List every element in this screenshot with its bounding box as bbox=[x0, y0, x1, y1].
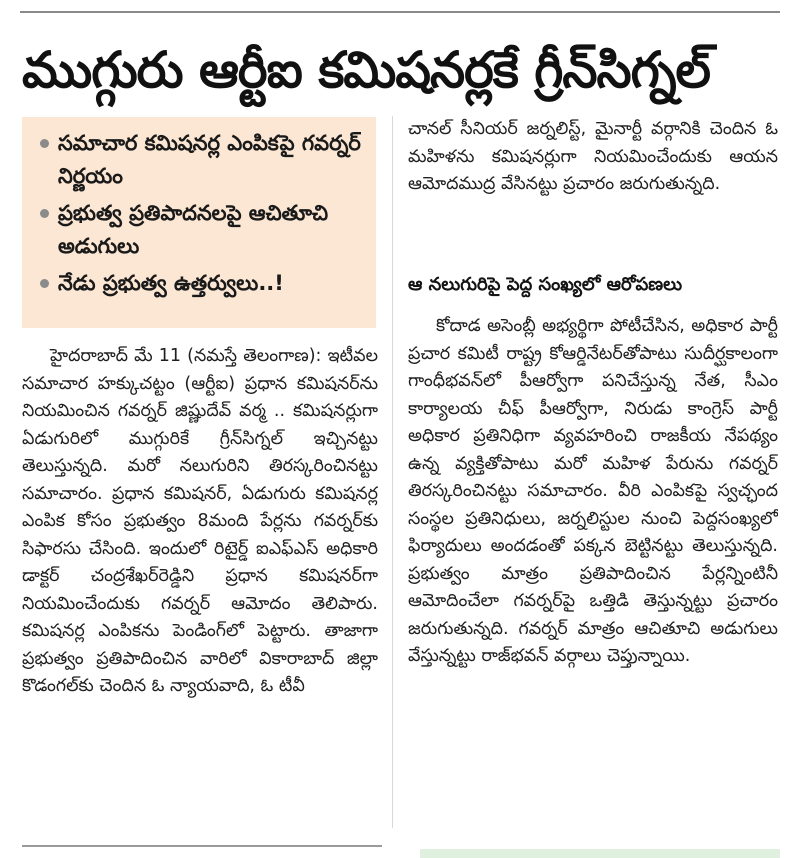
column-divider bbox=[392, 116, 393, 828]
body-paragraph: చానల్‌ సీనియర్‌ జర్నలిస్ట్‌, మైనార్టీ వర్గానికి చెందిన ఓ మహిళను కమిషనర్లుగా నియమించేందుకు ఆయన ఆమోదముద్ర వేసినట్టు ప్రచారం జరుగుతున్నది. bbox=[408, 119, 778, 194]
headline: ముగ్గురు ఆర్టీఐ కమిషనర్లకే గ్రీన్‌సిగ్నల్‌ bbox=[22, 41, 710, 99]
highlight-item bbox=[38, 197, 364, 263]
subheading: ఆ నలుగురిపై పెద్ద సంఖ్యలో ఆరోపణలు bbox=[408, 274, 683, 295]
bottom-rule bbox=[22, 845, 382, 847]
highlight-item bbox=[38, 267, 364, 300]
next-article-box bbox=[420, 849, 780, 858]
body-paragraph: కోదాడ అసెంబ్లీ అభ్యర్థిగా పోటీచేసిన, అధికార పార్టీ ప్రచార కమిటీ రాష్ట్ర కోఆర్డినేటర్‌తోపాటు సుదీర్ఘకాలంగా గాంధీభవన్‌లో పీఆర్వోగా పనిచేస్తున్న నేత, సీఎం కార్యాలయ చీఫ్‌ పీఆర్వోగా, నిరుడు కాంగ్రెస్‌ పార్టీ అధికార ప్రతినిధిగా వ్యవహరించి రాజకీయ నేపథ్యం ఉన్న వ్యక్తితోపాటు మరో మహిళ పేరును గవర్నర్‌ తిరస్కరించినట్టు సమాచారం. వీరి ఎంపికపై స్వచ్ఛంద సంస్థల ప్రతినిధులు, జర్నలిస్టుల నుంచి పెద్దసంఖ్యలో ఫిర్యాదులు అందడంతో పక్కన బెట్టినట్టు తెలుస్తున్నది. ప్రభుత్వం మాత్రం ప్రతిపాదించిన పేర్లన్నింటినీ ఆమోదించేలా గవర్నర్‌పై ఒత్తిడి తెస్తున్నట్టు ప్రచారం జరుగుతున్నది. గవర్నర్‌ మాత్రం ఆచితూచి అడుగులు వేస్తున్నట్టు రాజ్‌భవన్‌ వర్గాలు చెప్తున్నాయి. bbox=[408, 316, 778, 666]
body-paragraph: హైదరాబాద్‌ మే 11 (నమస్తే తెలంగాణ): ఇటీవల సమాచార హక్కుచట్టం (ఆర్టీఐ) ప్రధాన కమిషనర్‌ను నియమించిన గవర్నర్‌ జిష్ణుదేవ్‌ వర్మ .. కమిషనర్లుగా ఏడుగురిలో ముగ్గురికే గ్రీన్‌సిగ్నల్‌ ఇచ్చినట్టు తెలుస్తున్నది. మరో నలుగురిని తిరస్కరించినట్టు సమాచారం. ప్రధాన కమిషనర్‌, ఏడుగురు కమిషనర్ల ఎంపిక కోసం ప్రభుత్వం 8మంది పేర్లను గవర్నర్‌కు సిఫారసు చేసింది. ఇందులో రిటైర్డ్‌ ఐఎఫ్‌ఎస్‌ అధికారి డాక్టర్‌ చంద్రశేఖర్‌రెడ్డిని ప్రధాన కమిషనర్‌గా నియమించేందుకు గవర్నర్‌ ఆమోదం తెలిపారు. కమిషనర్ల ఎంపికను పెండింగ్‌లో పెట్టారు. తాజాగా ప్రభుత్వం ప్రతిపాదించిన వారిలో వికారాబాద్‌ జిల్లా కొడంగల్‌కు చెందిన ఓ న్యాయవాది, ఓ టీవీ bbox=[22, 346, 378, 696]
right-column-continued bbox=[408, 116, 778, 256]
highlights-list bbox=[38, 127, 364, 300]
bullet-icon bbox=[40, 139, 49, 148]
bullet-icon bbox=[40, 209, 49, 218]
highlight-text: ప్రభుత్వ ప్రతిపాదనలపై ఆచితూచి అడుగులు bbox=[58, 201, 329, 258]
highlights-box bbox=[22, 117, 376, 328]
highlight-item bbox=[38, 127, 364, 193]
right-column-body bbox=[408, 313, 778, 823]
highlight-text: సమాచార కమిషనర్ల ఎంపికపై గవర్నర్‌ నిర్ణయం bbox=[58, 131, 361, 188]
left-column bbox=[22, 343, 378, 829]
bullet-icon bbox=[40, 279, 49, 288]
highlight-text: నేడు ప్రభుత్వ ఉత్తర్వులు..! bbox=[58, 271, 284, 295]
top-rule bbox=[20, 11, 780, 13]
